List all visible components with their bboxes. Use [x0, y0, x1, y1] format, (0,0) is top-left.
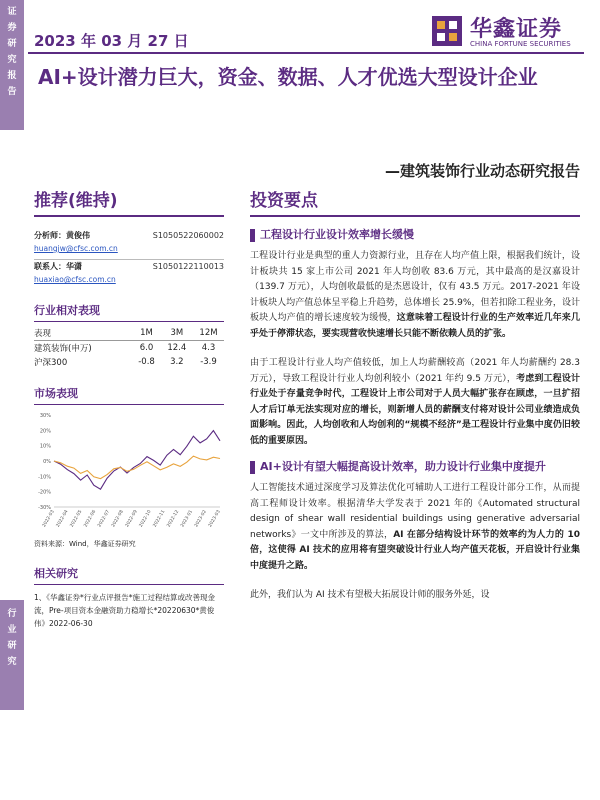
market-section-title: 市场表现	[34, 385, 224, 405]
report-date: 2023 年 03 月 27 日	[34, 32, 189, 50]
y-tick-label: -10%	[38, 474, 51, 481]
table-row	[34, 355, 224, 369]
side-char: 研	[7, 39, 17, 49]
x-tick-label: 2022-06	[83, 509, 98, 529]
section-marker-icon	[250, 461, 255, 474]
market-chart-svg	[34, 409, 224, 537]
paragraph	[250, 481, 580, 574]
x-tick-label: 2022-04	[55, 509, 70, 529]
paragraph-text: 人工智能技术通过深度学习及算法优化可辅助人工进行工程设计部分工作，从而提高工程师设计效率。根据清华大学发表于 2021 年的《Automated structural design of shear wall residential buildings using generative adversarial networks》一文中所涉及的算法，	[250, 483, 580, 540]
table-header: 3M	[170, 328, 184, 338]
table-cell: -0.8	[138, 357, 155, 367]
paragraph-emphasis: AI 在部分结构设计环节的效率约为人力的 10 倍，这使得 AI 技术的应用将有望突破设计行业人均产值天花板，开启设计行业集中度提升之路。	[250, 529, 580, 571]
logo-name-en: CHINA FORTUNE SECURITIES	[470, 40, 571, 48]
series-line-1	[54, 431, 220, 490]
analyst-row	[34, 260, 224, 273]
section-heading	[250, 459, 580, 475]
logo-name-cn: 华鑫证券	[470, 17, 563, 42]
table-row	[34, 341, 224, 356]
table-header: 表现	[34, 329, 52, 339]
analyst-name: 分析师：黄俊伟	[34, 231, 90, 240]
section-heading	[250, 227, 580, 243]
paragraph-emphasis: 考虑到工程设计行业处于存量竞争时代，工程设计上市公司对于人员大幅扩张存在顾虑，一旦扩招人才后订单无法实现对应的增长，则新增人员的薪酬支付将对设计公司业绩造成负面影响。因此，人均创收和人均创利的“规模不经济”是工程设计行业集中度仍旧较低的重要原因。	[250, 373, 580, 446]
paragraph-text: 由于工程设计行业人均产值较低，加上人均薪酬较高（2021 年人均薪酬约 28.3 万元），导致工程设计行业人均创利较小（2021 年约 9.5 万元），	[250, 358, 580, 384]
y-tick-label: 10%	[39, 443, 51, 450]
section-heading-text: 工程设计行业设计效率增长缓慢	[260, 228, 414, 241]
side-char: 告	[7, 87, 17, 97]
paragraph-text: 工程设计行业是典型的重人力资源行业，且存在人均产值上限，根据我们统计，设计板块共 15 家上市公司 2021 年人均创收 83.6 万元，其中最高的是汉嘉设计（139.7 万元），人均创收最低的是杰恩设计，仅有 43.5 万元。2017-2021 年设计板块人均产值总体呈平稳上升趋势，总体增长 25.9%，但若扣除工程业务，设计板块人均产值的增长速度较为缓慢，	[250, 251, 580, 323]
logo-mark-icon	[430, 14, 464, 48]
paragraph-emphasis: 这意味着工程设计行业的生产效率近几年来几乎处于停滞状态，要实现营收快速增长只能不断依赖人员的扩张。	[250, 313, 580, 339]
report-headline: AI+设计潜力巨大，资金、数据、人才优选大型设计企业	[38, 65, 538, 89]
side-char: 业	[7, 625, 17, 635]
x-tick-label: 2022-07	[97, 509, 112, 529]
performance-table	[34, 326, 224, 369]
related-item[interactable]: 1、《华鑫证券*行业点评报告*施工过程结算或改善现金流，Pre-项目资本金融资助力稳增长*20220630*黄俊伟》2022-06-30	[34, 593, 216, 628]
table-cell: 6.0	[139, 343, 154, 353]
rating-label: 推荐(维持)	[34, 186, 224, 217]
y-tick-label: -30%	[38, 505, 51, 511]
analyst-row	[34, 229, 224, 242]
x-tick-label: 2022-05	[69, 509, 84, 529]
analyst-block	[34, 229, 224, 286]
table-cell: 建筑装饰(申万)	[34, 344, 92, 354]
side-char: 证	[7, 7, 17, 17]
right-column	[250, 186, 580, 604]
y-tick-label: 0%	[43, 459, 51, 465]
x-tick-label: 2022-09	[124, 509, 139, 529]
paragraph	[250, 356, 580, 449]
table-header: 12M	[199, 328, 218, 338]
x-tick-label: 2023-03	[207, 509, 222, 529]
report-subhead: —建筑装饰行业动态研究报告	[384, 162, 580, 180]
analyst-email-link[interactable]: huangjw@cfsc.com.cn	[34, 244, 118, 253]
x-tick-label: 2022-12	[166, 509, 181, 529]
y-tick-label: 20%	[39, 428, 51, 435]
table-header: 1M	[140, 328, 153, 338]
x-tick-label: 2022-03	[41, 509, 56, 529]
table-cell: 沪深300	[34, 358, 68, 368]
analyst-code: S1050122110013	[152, 262, 224, 271]
side-tab-industry	[0, 600, 24, 710]
company-logo	[430, 12, 580, 52]
section-heading-text: AI+设计有望大幅提高设计效率，助力设计行业集中度提升	[260, 460, 546, 473]
table-cell: 12.4	[167, 343, 187, 353]
analyst-name: 联系人：华潇	[34, 262, 82, 271]
table-cell: 4.3	[201, 343, 216, 353]
chart-source: 资料来源：Wind，华鑫证券研究	[34, 540, 136, 548]
section-marker-icon	[250, 229, 255, 242]
side-char: 研	[7, 641, 17, 651]
table-header-row	[34, 326, 224, 341]
side-char: 究	[7, 657, 17, 667]
table-cell: -3.9	[200, 357, 217, 367]
key-points-title: 投资要点	[250, 186, 580, 217]
related-section-title: 相关研究	[34, 565, 224, 585]
y-tick-label: -20%	[38, 489, 51, 496]
side-tab-report-type	[0, 0, 24, 130]
series-line-2	[54, 456, 220, 479]
perf-section-title: 行业相对表现	[34, 302, 224, 322]
paragraph	[250, 249, 580, 342]
market-chart	[34, 409, 224, 537]
x-tick-label: 2022-10	[138, 509, 153, 529]
table-cell: 3.2	[170, 357, 184, 367]
side-char: 报	[7, 71, 17, 81]
analyst-code: S1050522060002	[152, 231, 224, 240]
header-divider	[28, 52, 584, 54]
analyst-email-link[interactable]: huaxiao@cfsc.com.cn	[34, 275, 116, 284]
y-tick-label: 30%	[39, 413, 51, 419]
x-tick-label: 2022-11	[152, 509, 167, 529]
x-tick-label: 2022-08	[111, 509, 125, 529]
paragraph: 此外，我们认为 AI 技术有望极大拓展设计师的服务外延，设	[250, 590, 490, 600]
side-char: 究	[7, 55, 17, 65]
x-tick-label: 2023-01	[180, 509, 195, 529]
side-char: 券	[7, 23, 17, 33]
side-char: 行	[7, 609, 17, 619]
left-column	[34, 186, 224, 630]
x-tick-label: 2023-02	[194, 509, 208, 529]
